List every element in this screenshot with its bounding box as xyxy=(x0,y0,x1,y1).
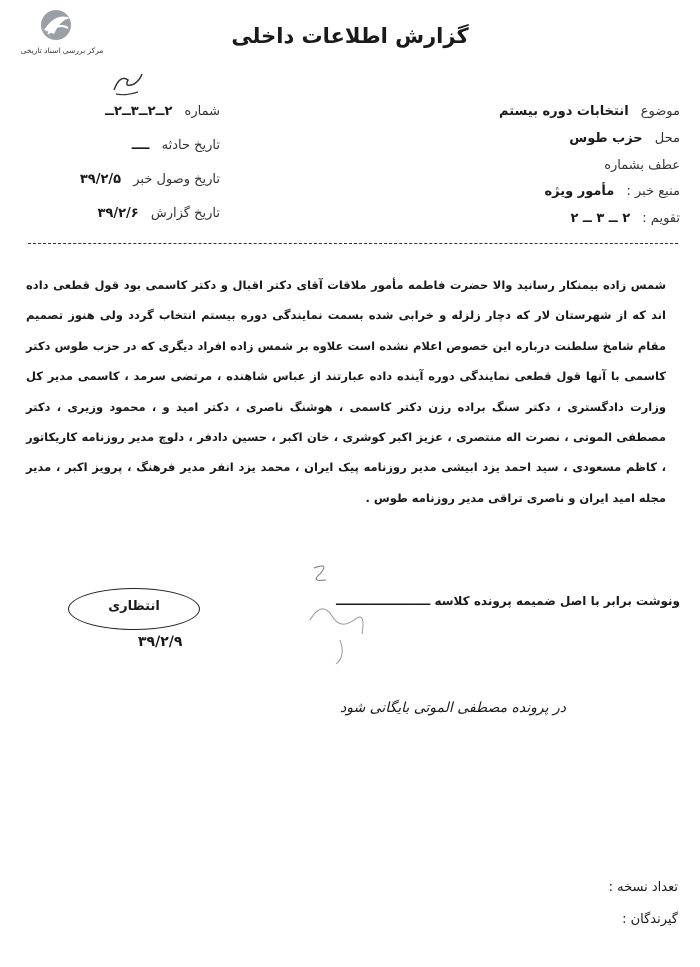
event-date-label: تاریخ حادثه xyxy=(161,138,220,153)
receive-date-label: تاریخ وصول خبر xyxy=(133,172,220,187)
report-body: شمس زاده بیمنکار رسانید والا حضرت فاطمه مأمور ملاقات آقای دکتر اقبال و دکتر کاسمی بود قول قطعی داده اند که از شهرستان لار که دچار زلزله و خرابی شده بسمت نمایندگی دوره بیستم انتخاب گردد ولی هنوز تصمیم مقام شامخ سلطنت درباره این خصوص اعلام نشده است علاوه بر شمس زاده افراد دیگری که در حزب طوس دکتر کاسمی با آنها قول قطعی نمایندگی دوره آینده داده عبارتند از عباس شاهنده ، مرتضی سرمد ، کاسمی مدیر کل وزارت دادگستری ، دکتر سنگ براده رزن دکتر کاسمی ، هوشنگ ناصری ، دکتر امید و ، محمود وزیری ، دکتر مصطفی الموتی ، نصرت اله منتصری ، عزیز اکبر کوشری ، خان اکبر ، حسین دادفر ، دلوچ مدیر روزنامه کاریکاتور ، کاظم مسعودی ، سید احمد یزد ابیشی مدیر روزنامه پیک ایران ، محمد یزد انفر مدیر فرهنگ ، پرویز اکبر ، مدیر مجله امید ایران و ناصری تراقی مدیر روزنامه طوس . xyxy=(26,278,666,505)
report-date-value: ۳۹/۲/۶ xyxy=(97,206,139,221)
report-date-label: تاریخ گزارش xyxy=(150,206,220,221)
calendar-field xyxy=(570,211,680,226)
closing-line: ونوشت برابر با اصل ضمیمه پرونده کلاسه ـــــــــــــــــــــــ xyxy=(335,594,680,608)
place-value: حزب طوس xyxy=(569,131,643,146)
subject-field xyxy=(499,104,680,119)
source-value: مأمور ویژه xyxy=(544,184,615,199)
copies-label: تعداد نسخه : xyxy=(608,880,678,895)
stamp-date: ۳۹/۲/۹ xyxy=(138,634,183,650)
attach-label: عطف بشماره xyxy=(604,158,680,173)
receive-date-field xyxy=(20,172,220,187)
handwritten-scribble-icon xyxy=(270,560,390,670)
receive-date-value: ۳۹/۲/۵ xyxy=(79,172,122,187)
source-label: منبع خبر : xyxy=(626,184,680,199)
report-date-field xyxy=(30,206,220,221)
attach-field xyxy=(604,158,680,173)
calendar-value: ۲ ــ ۳ ــ ۲ xyxy=(570,211,631,226)
calendar-label: تقویم : xyxy=(642,211,680,226)
source-field xyxy=(544,184,680,199)
number-value: ۲ــ۲ــ۳ــ۲ــ xyxy=(105,104,173,119)
number-label: شماره xyxy=(184,104,220,119)
handwritten-initial-icon xyxy=(110,70,146,100)
logo-text: مرکز بررسی اسناد تاریخی xyxy=(20,46,104,55)
event-date-field xyxy=(60,138,220,153)
handwritten-note: در پرونده مصطفی الموتی بایگانی شود xyxy=(340,700,566,716)
stamp-text: انتظاری xyxy=(108,599,160,614)
logo xyxy=(8,8,116,58)
subject-label: موضوع xyxy=(640,104,680,119)
subject-value: انتخابات دوره بیستم xyxy=(499,104,629,119)
place-label: محل xyxy=(654,131,680,146)
header-divider xyxy=(28,243,678,244)
logo-emblem-icon xyxy=(36,8,76,42)
number-field xyxy=(40,104,220,119)
recipients-label: گیرندگان : xyxy=(622,912,678,927)
stamp xyxy=(68,588,200,630)
event-date-dashes: ــــ xyxy=(131,138,150,153)
closing-text: ونوشت برابر با اصل ضمیمه پرونده کلاسه xyxy=(434,594,680,608)
place-field xyxy=(569,131,680,146)
page-title: گزارش اطلاعات داخلی xyxy=(231,24,469,48)
